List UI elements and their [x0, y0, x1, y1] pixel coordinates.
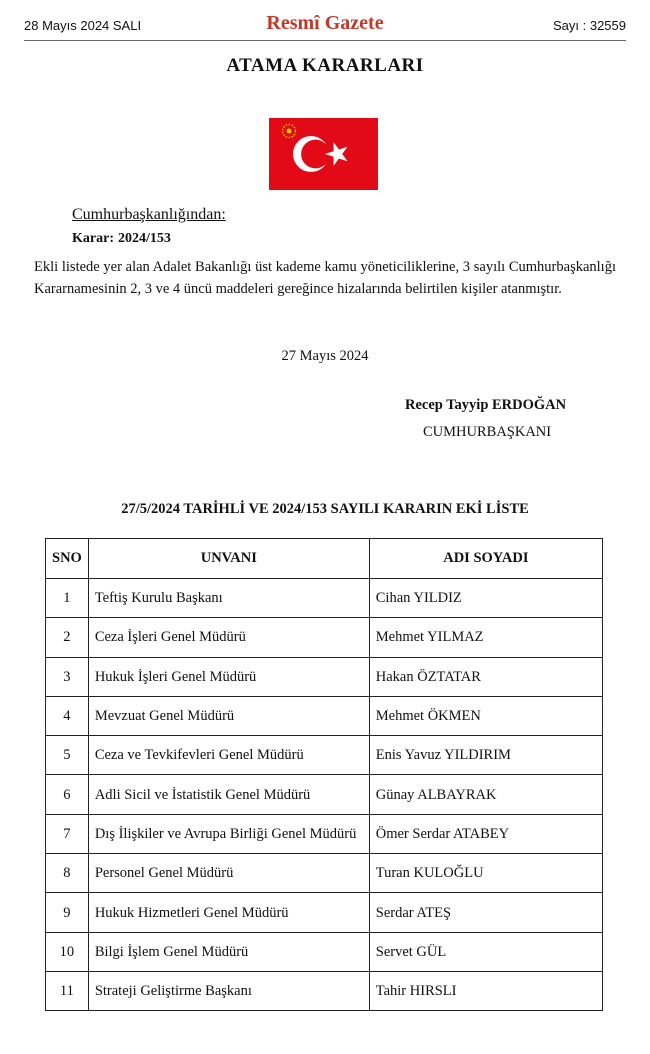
header-title: UNVANI — [88, 539, 369, 579]
row-title: Strateji Geliştirme Başkanı — [88, 971, 369, 1010]
row-name: Turan KULOĞLU — [369, 854, 602, 893]
row-title: Bilgi İşlem Genel Müdürü — [88, 932, 369, 971]
table-header-row — [46, 539, 603, 579]
row-sno: 1 — [46, 579, 89, 618]
decision-date: 27 Mayıs 2024 — [281, 348, 369, 364]
row-sno: 10 — [46, 932, 89, 971]
page-header — [24, 10, 626, 41]
appointments-table — [45, 538, 603, 1011]
row-title: Personel Genel Müdürü — [88, 854, 369, 893]
row-sno: 2 — [46, 618, 89, 657]
row-name: Serdar ATEŞ — [369, 893, 602, 932]
signer-title: CUMHURBAŞKANI — [423, 424, 552, 440]
issuer-heading: Cumhurbaşkanlığından: — [72, 206, 226, 223]
publication-title: Resmî Gazete — [266, 12, 384, 34]
header-name: ADI SOYADI — [369, 539, 602, 579]
row-sno: 4 — [46, 696, 89, 735]
table-row — [46, 971, 603, 1010]
row-title: Hukuk İşleri Genel Müdürü — [88, 657, 369, 696]
row-name: Ömer Serdar ATABEY — [369, 814, 602, 853]
row-title: Teftiş Kurulu Başkanı — [88, 579, 369, 618]
row-title: Ceza ve Tevkifevleri Genel Müdürü — [88, 736, 369, 775]
turkish-flag-icon — [269, 118, 378, 190]
table-row — [46, 696, 603, 735]
row-name: Cihan YILDIZ — [369, 579, 602, 618]
row-name: Tahir HIRSLI — [369, 971, 602, 1010]
table-row — [46, 657, 603, 696]
row-name: Günay ALBAYRAK — [369, 775, 602, 814]
row-title: Adli Sicil ve İstatistik Genel Müdürü — [88, 775, 369, 814]
issue-number: Sayı : 32559 — [553, 18, 626, 33]
decision-text: Ekli listede yer alan Adalet Bakanlığı üst kademe kamu yöneticiliklerine, 3 sayılı Cumhurbaşkanlığı Kararnamesinin 2, 3 ve 4 üncü maddeleri gereğince hizalarında belirtilen kişiler atanmıştır. — [34, 259, 616, 297]
row-name: Mehmet YILMAZ — [369, 618, 602, 657]
appointments-table-body — [46, 579, 603, 1011]
row-name: Mehmet ÖKMEN — [369, 696, 602, 735]
row-title: Hukuk Hizmetleri Genel Müdürü — [88, 893, 369, 932]
signer-name: Recep Tayyip ERDOĞAN — [405, 397, 567, 413]
row-sno: 11 — [46, 971, 89, 1010]
table-row — [46, 893, 603, 932]
row-name: Enis Yavuz YILDIRIM — [369, 736, 602, 775]
row-name: Servet GÜL — [369, 932, 602, 971]
decision-value: 2024/153 — [117, 231, 171, 246]
row-name: Hakan ÖZTATAR — [369, 657, 602, 696]
decision-number — [72, 231, 171, 247]
table-row — [46, 932, 603, 971]
table-row — [46, 618, 603, 657]
row-title: Dış İlişkiler ve Avrupa Birliği Genel Müdürü — [88, 814, 369, 853]
table-row — [46, 854, 603, 893]
row-title: Mevzuat Genel Müdürü — [88, 696, 369, 735]
section-title: ATAMA KARARLARI — [226, 55, 424, 76]
appendix-list-title: 27/5/2024 TARİHLİ VE 2024/153 SAYILI KARARIN EKİ LİSTE — [121, 501, 529, 517]
table-row — [46, 775, 603, 814]
row-sno: 9 — [46, 893, 89, 932]
table-row — [46, 814, 603, 853]
row-sno: 3 — [46, 657, 89, 696]
row-sno: 8 — [46, 854, 89, 893]
decision-label: Karar: — [72, 231, 114, 246]
row-title: Ceza İşleri Genel Müdürü — [88, 618, 369, 657]
header-date: 28 Mayıs 2024 SALI — [24, 18, 142, 33]
table-row — [46, 736, 603, 775]
row-sno: 5 — [46, 736, 89, 775]
row-sno: 7 — [46, 814, 89, 853]
table-row — [46, 579, 603, 618]
header-sno: SNO — [46, 539, 89, 579]
row-sno: 6 — [46, 775, 89, 814]
